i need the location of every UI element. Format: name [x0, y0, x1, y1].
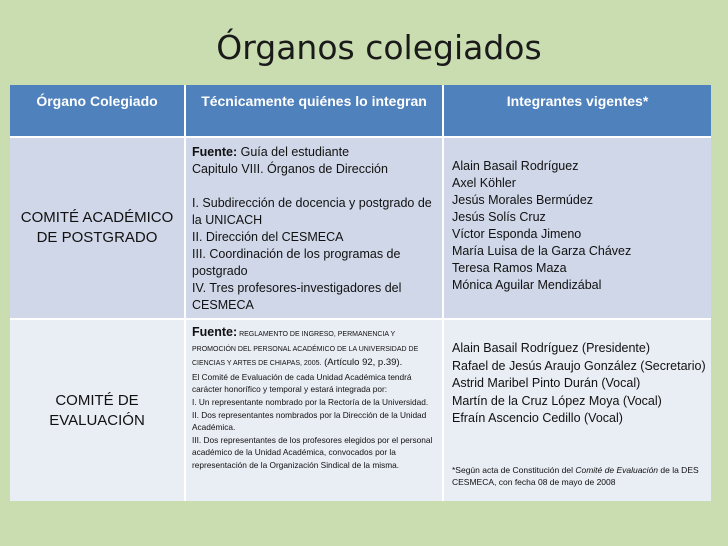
composition-cell: [185, 319, 443, 501]
footnote-text: *Según acta de Constitución del: [452, 464, 576, 475]
member-name: Axel Köhler: [452, 176, 516, 190]
member-name: Jesús Morales Bermúdez: [452, 193, 594, 207]
fuente-source: REGLAMENTO DE INGRESO, PERMANENCIA Y PROMOCIÓN DEL PERSONAL ACADÉMICO DE LA UNIVERSIDAD DE CIENCIAS Y ARTES DE CHIAPAS, 2005.: [192, 331, 419, 368]
composition-line: II. Dos representantes nombrados por la Dirección de la Unidad Académica.: [192, 409, 427, 433]
fuente-text: Guía del estudiante: [237, 145, 350, 159]
member-name: Víctor Esponda Jimeno: [452, 227, 582, 241]
member-name: Martín de la Cruz López Moya (Vocal): [452, 393, 662, 408]
chapter-text: Capitulo VIII. Órganos de Dirección: [192, 162, 388, 176]
member-name: Astrid Maribel Pinto Durán (Vocal): [452, 376, 641, 390]
header-organo: Órgano Colegiado: [10, 85, 185, 137]
members-cell: [443, 319, 711, 501]
footnote: [452, 464, 706, 488]
header-tecnicamente: Técnicamente quiénes lo integran: [185, 85, 443, 137]
organs-table: [10, 85, 711, 501]
organ-name: COMITÉ ACADÉMICO DE POSTGRADO: [10, 137, 185, 319]
member-name: Alain Basail Rodríguez: [452, 159, 579, 173]
member-name: Mónica Aguilar Mendizábal: [452, 278, 602, 292]
slide-title: Órganos colegiados: [216, 28, 542, 67]
member-name: Jesús Solís Cruz: [452, 210, 546, 224]
footnote-text: de la DES CESMECA, con fecha 08 de mayo de 2008: [452, 464, 699, 487]
member-name: Efraín Ascencio Cedillo (Vocal): [452, 411, 623, 425]
composition-item: II. Dirección del CESMECA: [192, 230, 344, 244]
footnote-emphasis: Comité de Evaluación: [575, 464, 659, 475]
table-row: [10, 137, 711, 319]
organ-name: COMITÉ DE EVALUACIÓN: [10, 319, 185, 501]
member-name: Rafael de Jesús Araujo González (Secretario): [452, 358, 706, 373]
composition-item: I. Subdirección de docencia y postgrado de la UNICACH: [192, 196, 432, 227]
composition-line: El Comité de Evaluación de cada Unidad Académica tendrá carácter honorífico y temporal y estará integrada por:: [192, 371, 412, 395]
member-name: Teresa Ramos Maza: [452, 261, 567, 275]
member-name: María Luisa de la Garza Chávez: [452, 244, 632, 258]
composition-item: III. Coordinación de los programas de postgrado: [192, 247, 401, 278]
composition-item: IV. Tres profesores-investigadores del CESMECA: [192, 281, 402, 312]
table-header-row: [10, 85, 711, 137]
composition-cell: [185, 137, 443, 319]
fuente-article: (Artículo 92, p.39).: [321, 357, 403, 369]
header-integrantes: Integrantes vigentes*: [443, 85, 711, 137]
table-row: [10, 319, 711, 501]
composition-line: I. Un representante nombrado por la Rectoría de la Universidad.: [192, 396, 429, 407]
composition-line: III. Dos representantes de los profesores elegidos por el personal académico de la Unidad Académica, convocados por la representación de la Organización Sindical de la misma.: [192, 434, 433, 470]
fuente-label: Fuente:: [192, 325, 238, 339]
fuente-label: Fuente:: [192, 145, 238, 159]
members-cell: [443, 137, 711, 319]
member-name: Alain Basail Rodríguez (Presidente): [452, 341, 651, 355]
